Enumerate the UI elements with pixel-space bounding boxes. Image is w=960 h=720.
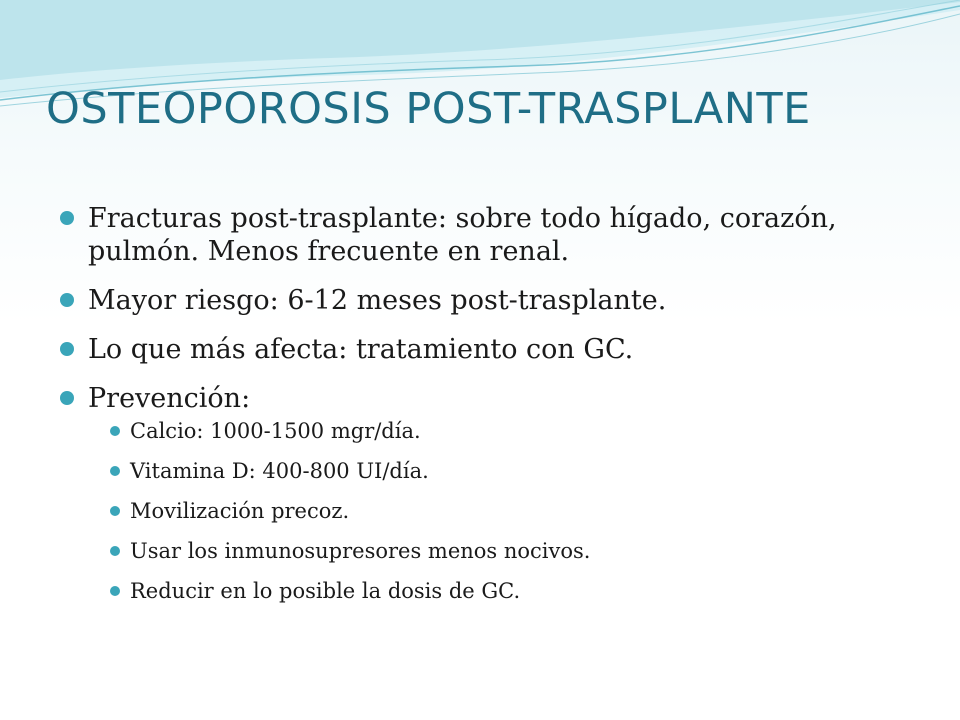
sub-bullet-text: Usar los inmunosupresores menos nocivos. xyxy=(130,539,591,563)
sub-bullet-text: Vitamina D: 400-800 UI/día. xyxy=(130,459,429,483)
sub-bullet-dot-icon xyxy=(110,506,120,516)
sub-bullet-dot-icon xyxy=(110,546,120,556)
bullet-item xyxy=(60,382,920,603)
bullet-text: Mayor riesgo: 6-12 meses post-trasplante. xyxy=(88,285,667,316)
sub-bullet-dot-icon xyxy=(110,466,120,476)
sub-bullet-dot-icon xyxy=(110,586,120,596)
sub-bullet-item xyxy=(110,457,942,485)
sub-bullet-dot-icon xyxy=(110,426,120,436)
sub-bullet-text: Reducir en lo posible la dosis de GC. xyxy=(130,579,521,603)
bullet-item xyxy=(60,333,920,366)
bullet-dot-icon xyxy=(60,211,74,225)
bullet-item xyxy=(60,284,920,317)
bullet-text: Prevención: xyxy=(88,383,251,414)
bullet-dot-icon xyxy=(60,342,74,356)
slide-title: OSTEOPOROSIS POST-TRASPLANTE xyxy=(46,84,811,134)
sub-bullet-item xyxy=(110,577,942,605)
sub-bullet-list xyxy=(110,417,942,605)
sub-bullet-text: Movilización precoz. xyxy=(130,499,350,523)
bullet-text: Lo que más afecta: tratamiento con GC. xyxy=(88,334,634,365)
sub-bullet-item xyxy=(110,417,942,445)
sub-bullet-item xyxy=(110,537,942,565)
bullet-dot-icon xyxy=(60,293,74,307)
bullet-item xyxy=(60,202,920,268)
bullet-dot-icon xyxy=(60,391,74,405)
sub-bullet-text: Calcio: 1000-1500 mgr/día. xyxy=(130,419,421,443)
bullet-list xyxy=(60,202,920,619)
bullet-text: Fracturas post-trasplante: sobre todo hígado, corazón, pulmón. Menos frecuente en renal. xyxy=(88,203,837,267)
sub-bullet-item xyxy=(110,497,942,525)
